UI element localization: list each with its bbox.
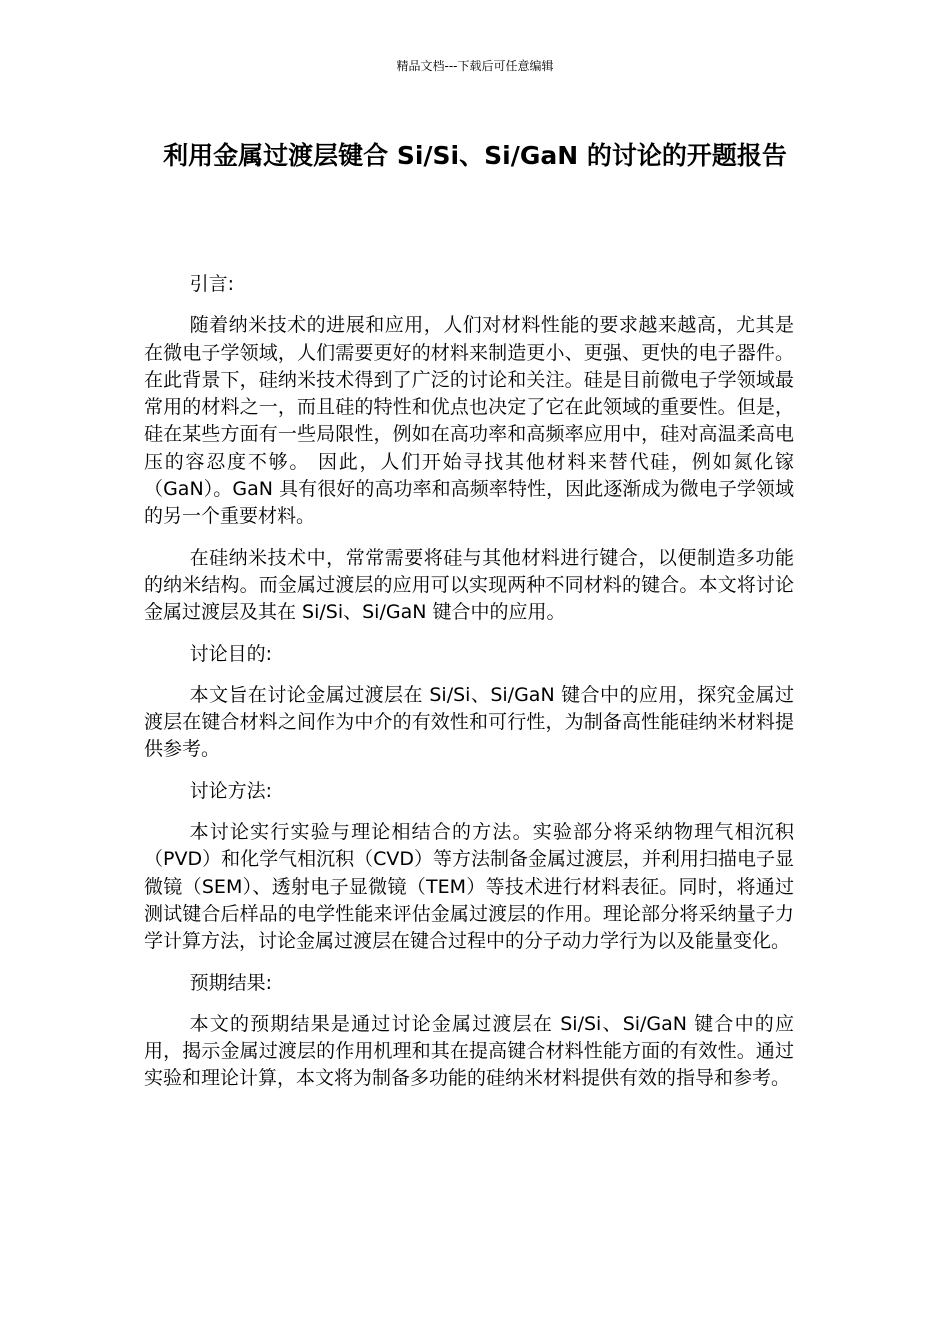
section-heading-results: 预期结果: [189, 971, 272, 994]
paragraph-intro-1: 随着纳米技术的进展和应用，人们对材料性能的要求越来越高，尤其是在微电子学领域，人们需要更好的材料来制造更小、更强、更快的电子器件。在此背景下，硅纳米技术得到了广泛的讨论和关注。硅是目前微电子学领域最常用的材料之一，而且硅的特性和优点也决定了它在此领域的重要性。但是，硅在某些方面有一些局限性，例如在高功率和高频率应用中，硅对高温柔高电压的容忍度不够。 因此，人们开始寻找其他材料来替代硅，例如氮化镓（GaN）。GaN 具有很好的高功率和高频率特性，因此逐渐成为微电子学领域的另一个重要材料。 [144, 314, 794, 528]
document-body [144, 271, 794, 1107]
section-heading-purpose: 讨论目的: [189, 642, 272, 665]
paragraph-results: 本文的预期结果是通过讨论金属过渡层在 Si/Si、Si/GaN 键合中的应用，揭示金属过渡层的作用机理和其在提高键合材料性能方面的有效性。通过实验和理论计算，本文将为制备多功能的硅纳米材料提供有效的指导和参考。 [144, 1012, 794, 1090]
header-note: 精品文档---下载后可任意编辑 [396, 59, 554, 73]
document-title: 利用金属过渡层键合 Si/Si、Si/GaN 的讨论的开题报告 [163, 141, 787, 170]
section-heading-intro: 引言: [189, 273, 234, 295]
paragraph-intro-2: 在硅纳米技术中，常常需要将硅与其他材料进行键合，以便制造多功能的纳米结构。而金属过渡层的应用可以实现两种不同材料的键合。本文将讨论金属过渡层及其在 Si/Si、Si/GaN 键合中的应用。 [144, 546, 794, 624]
paragraph-method: 本讨论实行实验与理论相结合的方法。实验部分将采纳物理气相沉积（PVD）和化学气相沉积（CVD）等方法制备金属过渡层，并利用扫描电子显微镜（SEM）、透射电子显微镜（TEM）等技术进行材料表征。同时，将通过测试键合后样品的电学性能来评估金属过渡层的作用。理论部分将采纳量子力学计算方法，讨论金属过渡层在键合过程中的分子动力学行为以及能量变化。 [144, 821, 794, 953]
paragraph-purpose: 本文旨在讨论金属过渡层在 Si/Si、Si/GaN 键合中的应用，探究金属过渡层在键合材料之间作为中介的有效性和可行性，为制备高性能硅纳米材料提供参考。 [144, 683, 794, 761]
section-heading-method: 讨论方法: [189, 779, 272, 802]
